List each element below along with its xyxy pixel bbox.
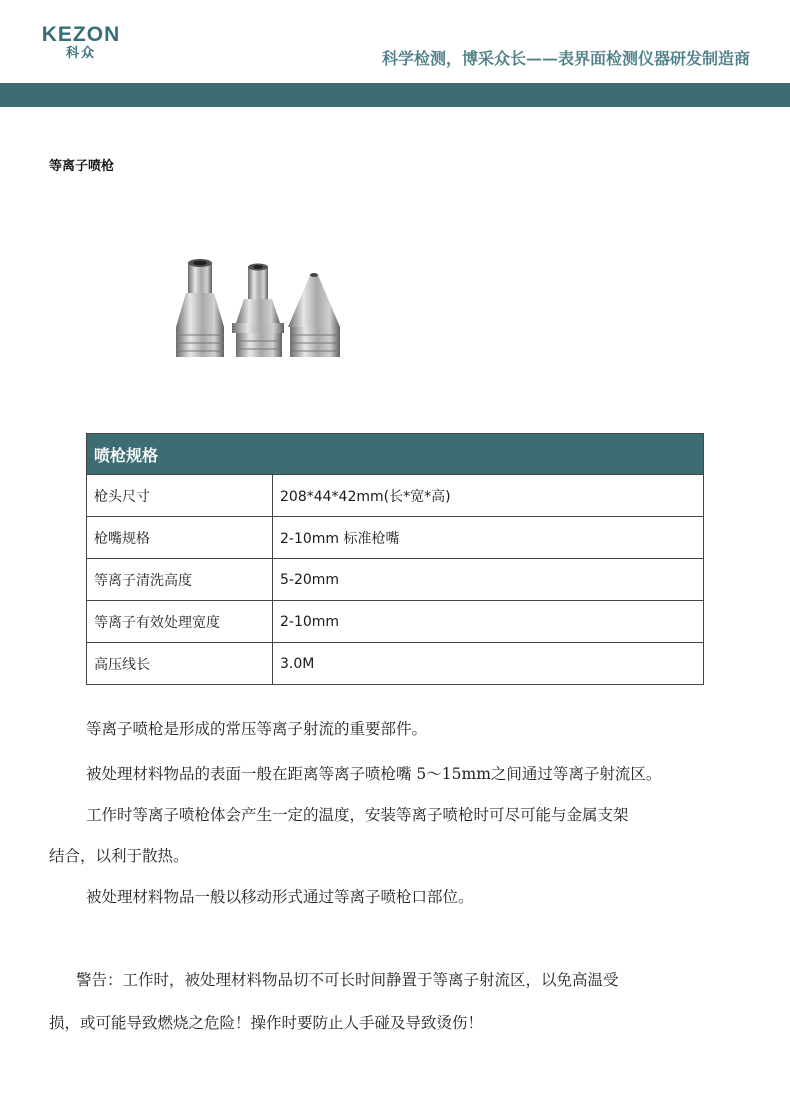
spec-value: 5-20mm [273,559,704,601]
spec-table-header [87,434,704,475]
nozzle-2 [232,264,284,358]
spec-value: 2-10mm 标准枪嘴 [273,517,704,559]
paragraph-movement: 被处理材料物品一般以移动形式通过等离子喷枪口部位。 [86,888,474,906]
table-row [87,559,704,601]
spec-value: 3.0M [273,643,704,685]
nozzle-3 [288,273,340,357]
table-row [87,517,704,559]
page-title: 等离子喷枪 [49,159,115,174]
paragraph-distance: 被处理材料物品的表面一般在距离等离子喷枪嘴 5～15mm之间通过等离子射流区。 [86,765,662,783]
table-row [87,601,704,643]
spec-label: 高压线长 [87,643,273,685]
spec-table [86,433,704,685]
product-image [170,255,350,365]
spec-label: 枪嘴规格 [87,517,273,559]
paragraph-temperature: 工作时等离子喷枪体会产生一定的温度，安装等离子喷枪时可尽可能与金属支架 [86,806,629,824]
spec-label: 等离子有效处理宽度 [87,601,273,643]
spec-label: 等离子清洗高度 [87,559,273,601]
paragraph-intro: 等离子喷枪是形成的常压等离子射流的重要部件。 [86,720,428,738]
spec-value: 2-10mm [273,601,704,643]
warning-line-2: 损，或可能导致燃烧之危险！操作时要防止人手碰及导致烫伤！ [49,1014,484,1032]
header-slogan: 科学检测，博采众长——表界面检测仪器研发制造商 [381,49,750,68]
company-logo [36,24,126,62]
logo-english: KEZON [41,23,121,46]
logo-chinese: 科众 [65,46,96,61]
table-row [87,643,704,685]
spec-label: 枪头尺寸 [87,475,273,517]
table-row [87,475,704,517]
paragraph-temperature-cont: 结合，以利于散热。 [49,847,189,865]
warning-line-1: 警告：工作时，被处理材料物品切不可长时间静置于等离子射流区，以免高温受 [76,971,619,989]
header-band [0,83,790,107]
spec-value: 208*44*42mm(长*宽*高) [273,475,704,517]
spec-heading: 喷枪规格 [87,434,704,475]
nozzle-1 [176,259,224,357]
